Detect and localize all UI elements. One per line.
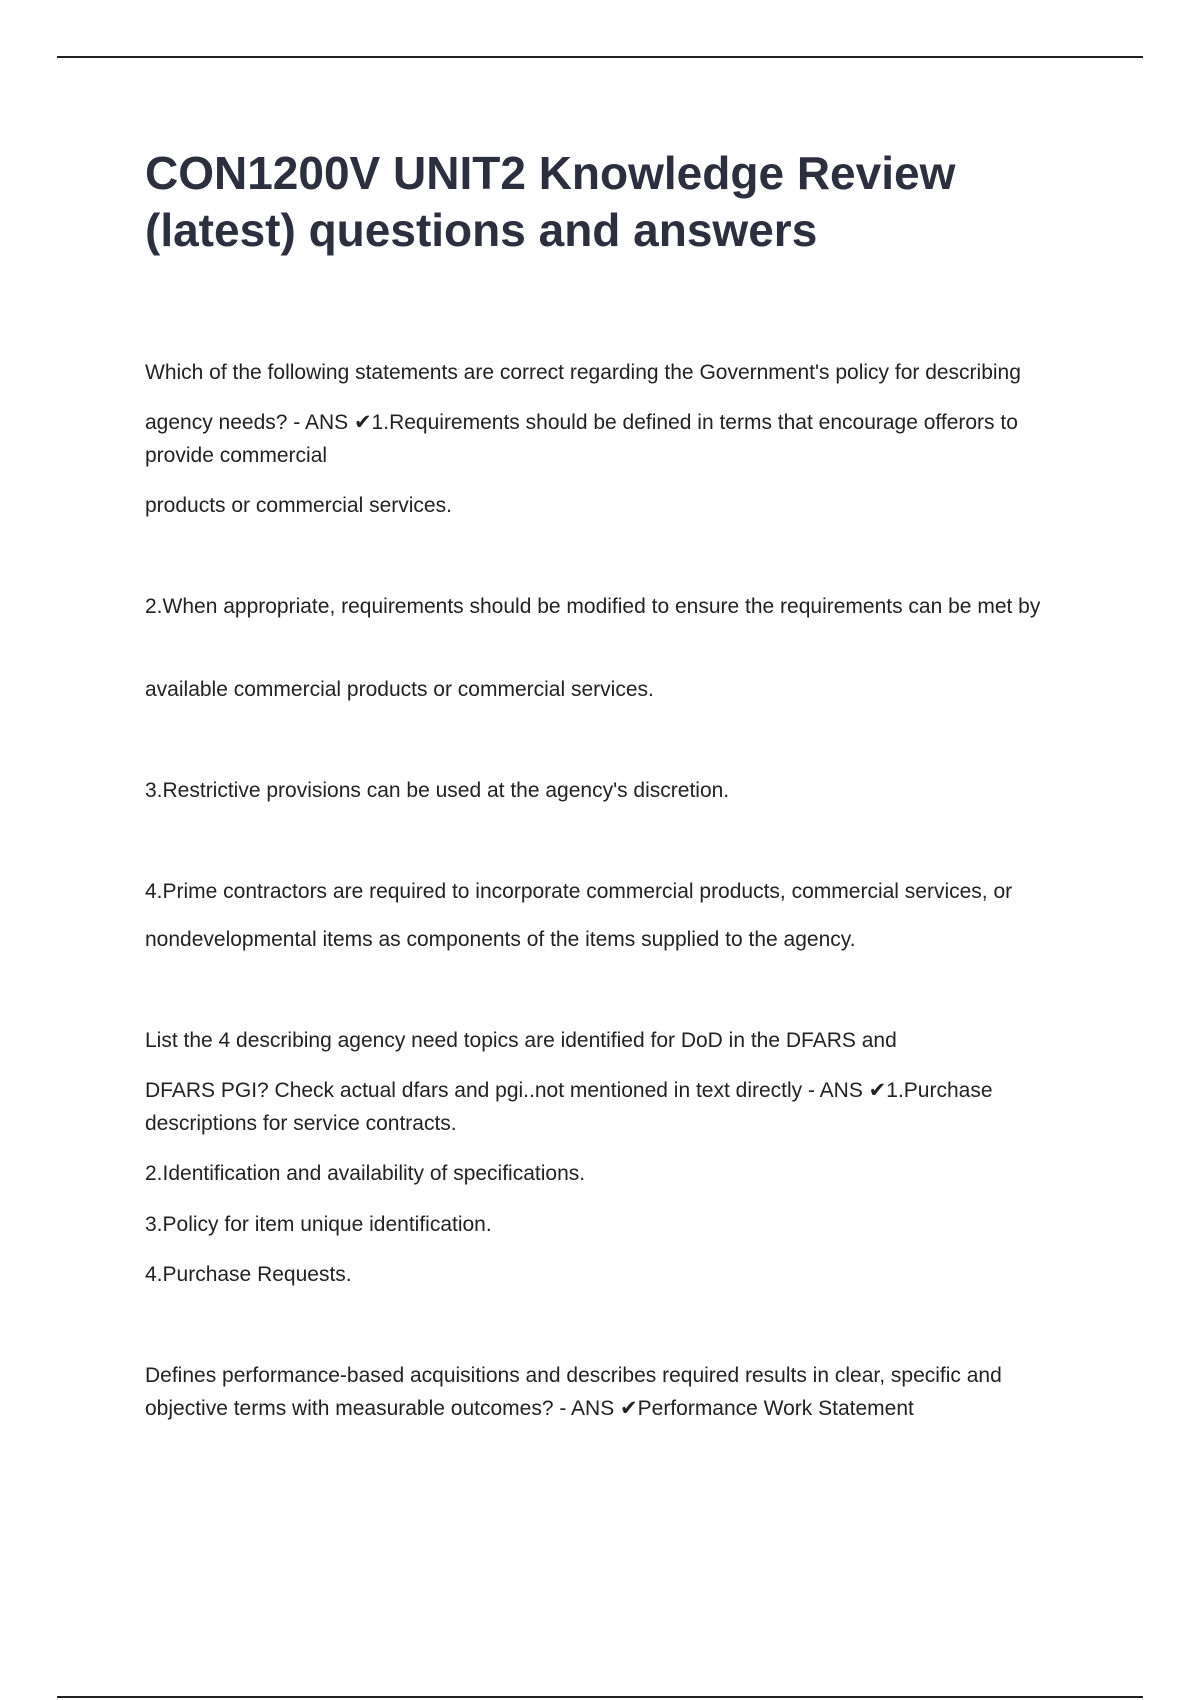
q2-answer-item-2: 2.Identification and availability of specifications.	[145, 1162, 586, 1185]
q1-question-line: Which of the following statements are correct regarding the Government's policy for describing	[145, 361, 1021, 384]
top-rule	[57, 56, 1143, 58]
q3-question-answer: Defines performance-based acquisitions and describes required results in clear, specific and objective terms with measurable outcomes? - ANS ✔Performance Work Statement	[145, 1364, 1002, 1420]
q1-answer-continuation: products or commercial services.	[145, 494, 452, 517]
q2-answer-item-4: 4.Purchase Requests.	[145, 1263, 352, 1286]
q1-answer-item-4: 4.Prime contractors are required to incorporate commercial products, commercial services, or	[145, 880, 1013, 903]
document-title: CON1200V UNIT2 Knowledge Review (latest) questions and answers	[145, 147, 956, 256]
q2-answer-item-3: 3.Policy for item unique identification.	[145, 1213, 492, 1236]
q1-answer-item-2: 2.When appropriate, requirements should be modified to ensure the requirements can be met by	[145, 595, 1041, 618]
q2-question-line: List the 4 describing agency need topics are identified for DoD in the DFARS and	[145, 1029, 897, 1052]
q1-answer-item-2-continuation: available commercial products or commercial services.	[145, 678, 654, 701]
q1-answer-item-3: 3.Restrictive provisions can be used at the agency's discretion.	[145, 779, 730, 802]
q1-answer-line: agency needs? - ANS ✔1.Requirements should be defined in terms that encourage offerors to provide commercial	[145, 411, 1018, 467]
q1-answer-item-4-continuation: nondevelopmental items as components of the items supplied to the agency.	[145, 928, 856, 951]
bottom-rule	[57, 1696, 1143, 1698]
q2-answer-line: DFARS PGI? Check actual dfars and pgi..not mentioned in text directly - ANS ✔1.Purchase descriptions for service contracts.	[145, 1079, 993, 1135]
